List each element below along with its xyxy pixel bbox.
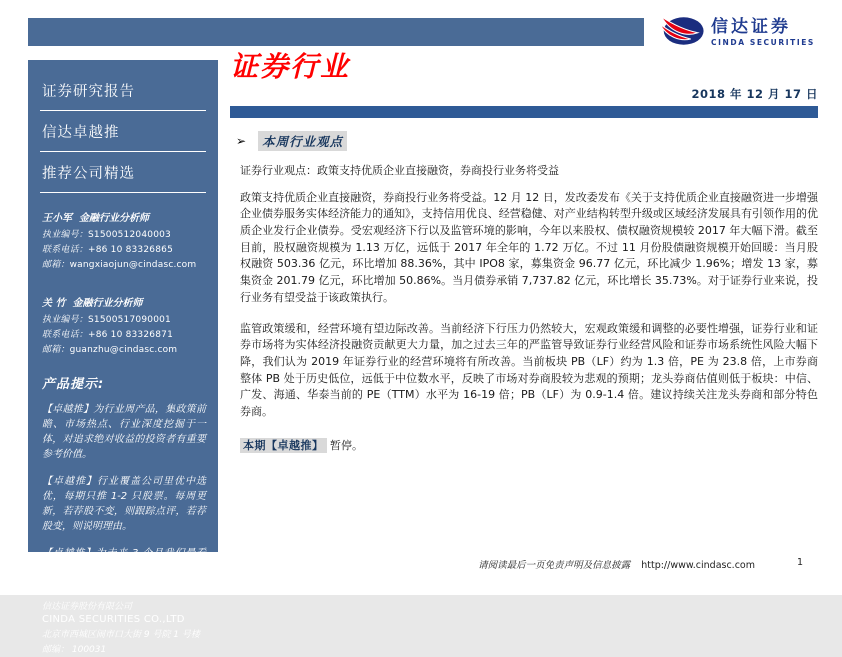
sidebar [28, 60, 218, 655]
product-tips-title: 产品提示: [42, 377, 105, 392]
footer [0, 557, 755, 571]
phone-number: +86 10 83326871 [88, 330, 173, 340]
product-tip: 【卓越推】行业覆盖公司里优中选优，每期只推 1-2 只股票。每周更新，若荐股不变，则跟踪点评，若荐股变，则说明理由。 [42, 476, 206, 532]
section-header [230, 131, 818, 151]
analyst-title: 金融行业分析师 [72, 298, 143, 309]
brand-name-cn: 信达证券 [711, 17, 791, 38]
report-date: 2018 年 12 月 17 日 [691, 86, 818, 101]
email-label: 邮箱： [42, 260, 70, 270]
license-label: 执业编号： [42, 230, 89, 240]
body-paragraph: 政策支持优质企业直接融资，券商投行业务将受益。12 月 12 日，发改委发布《关于支持优质企业直接融资进一步增强企业债券服务实体经济能力的通知》，支持信用优良、经营稳健、对产业结构转型升级或区域经济发展具有引领作用的优质企业发行企业债券。受宏观经济下行以及监管环境的影响，今年以来股权、债权融资规模较 2017 年大幅下滑。截至目前，股权融资规模为 1.13 万亿，远低于 2017 年全年的 1.72 万亿。不过 11 月份股债融资规模开始回暖：当月股权融资 503.36 亿元，环比增加 88.36%，其中 IPO8 家，募集资金 96.77 亿元，环比减少 1.96%；增发 13 家，募集资金 201.79 亿元，环比增加 50.86%。当月债券承销 7,737.82 亿元，环比增长 35.73%。对于证券行业来说，投行业务有望受益于该政策执行。 [240, 190, 818, 304]
arrow-bullet-icon: ➢ [236, 133, 247, 148]
analyst-card [40, 290, 206, 357]
suspend-notice [240, 437, 818, 453]
company-name-en: CINDA SECURITIES CO.,LTD [42, 614, 185, 625]
company-info-block [40, 597, 206, 657]
cinda-logo-icon [658, 12, 704, 54]
report-title: 证券行业 [230, 52, 351, 83]
email-address[interactable]: guanzhu@cindasc.com [69, 345, 178, 355]
sidebar-header-recommended-companies: 推荐公司精选 [40, 156, 206, 193]
viewpoint-summary: 证券行业观点：政策支持优质企业直接融资，券商投行业务将受益 [240, 163, 559, 177]
page-number: 1 [797, 557, 804, 568]
sidebar-header-cinda-picks: 信达卓越推 [40, 115, 206, 152]
product-tip: 【卓越推】为行业周产品，集政策前瞻、市场热点、行业深度挖掘于一体，对追求绝对收益的投资者有重要参考价值。 [42, 404, 206, 460]
company-address: 北京市西城区闹市口大街 9 号院 1 号楼 [42, 630, 200, 640]
phone-number: +86 10 83326865 [88, 245, 173, 255]
brand-name-en: CINDA SECURITIES [711, 38, 815, 48]
analyst-name: 王小军 [42, 213, 72, 224]
email-address[interactable]: wangxiaojun@cindasc.com [69, 260, 197, 270]
sidebar-header-research-report: 证券研究报告 [40, 74, 206, 111]
product-tip: 【卓越推】为未来 3 个月我们最看好，我们认为这些股票走势将显著战胜市场，建议重点配置。 [42, 548, 206, 589]
analyst-title: 金融行业分析师 [78, 213, 149, 224]
company-name-cn: 信达证券股份有限公司 [42, 602, 133, 612]
suspend-notice-rest: 暂停。 [330, 438, 363, 452]
footer-disclaimer: 请阅读最后一页免责声明及信息披露 [478, 560, 631, 571]
section-divider-bar [230, 106, 818, 118]
license-label: 执业编号： [42, 315, 89, 325]
phone-label: 联系电话： [42, 330, 89, 340]
phone-label: 联系电话： [42, 245, 89, 255]
company-postcode: 邮编： 100031 [42, 645, 107, 655]
section-title: 本周行业观点 [258, 131, 347, 151]
main-content [230, 53, 818, 453]
top-accent-bar [28, 18, 644, 46]
footer-url[interactable]: http://www.cindasc.com [641, 560, 755, 571]
company-logo [658, 12, 815, 54]
body-paragraph: 监管政策缓和，经营环境有望边际改善。当前经济下行压力仍然较大，宏观政策缓和调整的必要性增强，证券行业和证券市场将为实体经济投融资贡献更大力量，加之过去三年的严监管导致证券行业经营风险和证券市场系统性风险大幅下降，我们认为 2019 年证券行业的经营环境将有所改善。当前板块 PB（LF）约为 1.3 倍，PE 为 23.8 倍，上市券商整体 PB 处于历史低位，远低于中位数水平，反映了市场对券商股较为悲观的预期；龙头券商估值则低于板块：中信、广发、海通、华泰当前的 PE（TTM）水平为 16-19 倍；PB（LF）为 0.9-1.4 倍。建议持续关注龙头券商和部分特色券商。 [240, 321, 818, 419]
license-number: S1500517090001 [88, 315, 171, 325]
license-number: S1500512040003 [88, 230, 171, 240]
email-label: 邮箱： [42, 345, 70, 355]
analyst-card [40, 205, 206, 272]
analyst-name: 关 竹 [42, 298, 66, 309]
suspend-notice-highlight: 本期【卓越推】 [240, 438, 327, 453]
